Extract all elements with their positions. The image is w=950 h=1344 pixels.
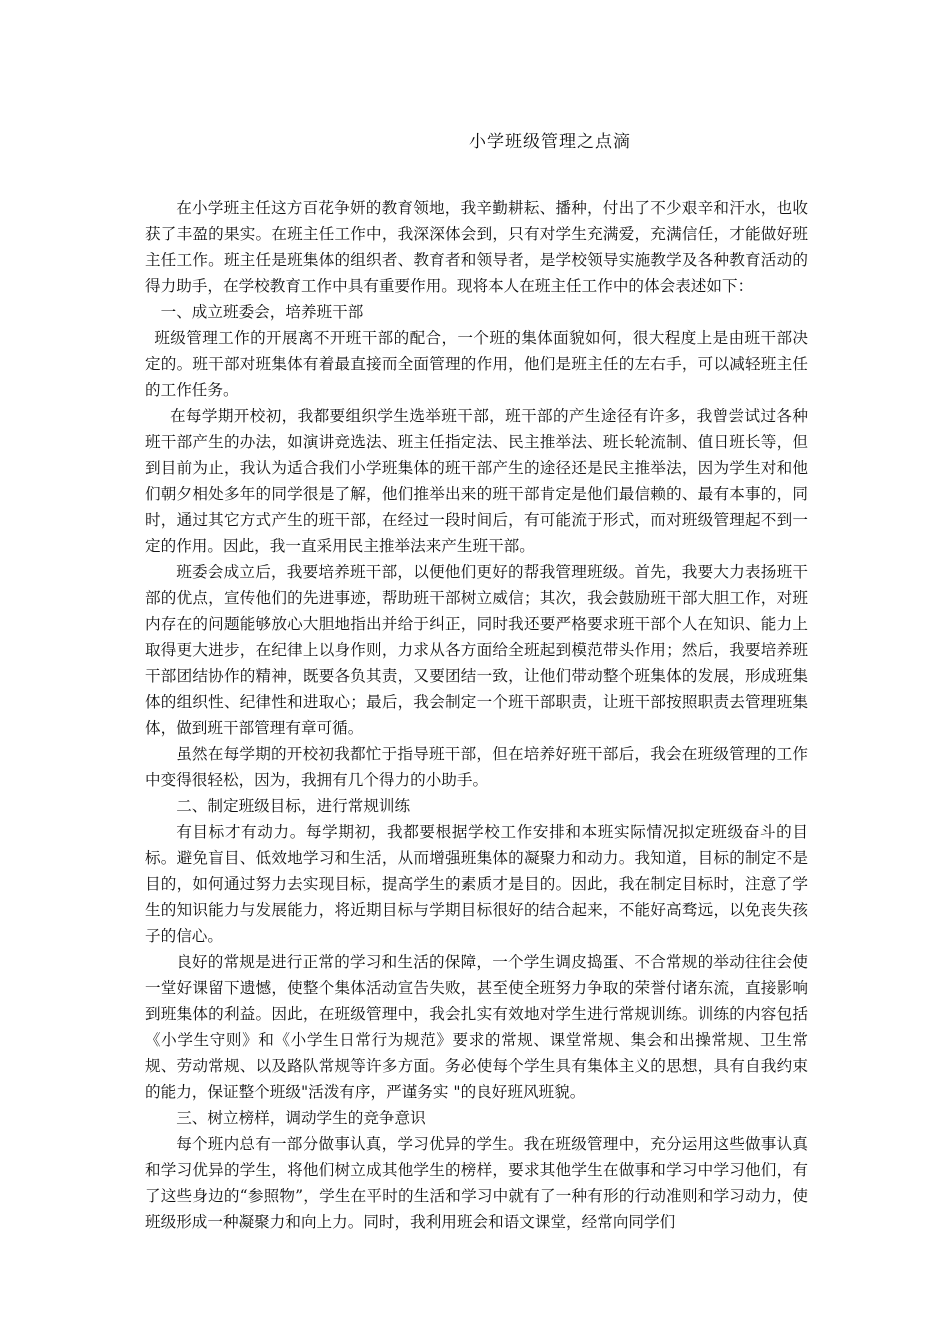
paragraph: 虽然在每学期的开校初我都忙于指导班干部，但在培养好班干部后，我会在班级管理的工作中变得很轻松，因为，我拥有几个得力的小助手。: [145, 745, 808, 789]
paragraph: 有目标才有动力。每学期初，我都要根据学校工作安排和本班实际情况拟定班级奋斗的目标。避免盲目、低效地学习和生活，从而增强班集体的凝聚力和动力。我知道，目标的制定不是目的，如何通过努力去实现目标，提高学生的素质才是目的。因此，我在制定目标时，注意了学生的知识能力与发展能力，将近期目标与学期目标很好的结合起来，不能好高骛远，以免丧失孩子的信心。: [145, 823, 808, 945]
paragraph: 良好的常规是进行正常的学习和生活的保障，一个学生调皮捣蛋、不合常规的举动往往会使一堂好课留下遗憾，使整个集体活动宣告失败，甚至使全班努力争取的荣誉付诸东流，直接影响到班集体的利益。因此，在班级管理中，我会扎实有效地对学生进行常规训练。训练的内容包括《小学生守则》和《小学生日常行为规范》要求的常规、课堂常规、集会和出操常规、卫生常规、劳动常规、以及路队常规等许多方面。务必使每个学生具有集体主义的思想，具有自我约束的能力，保证整个班级"活泼有序，严谨务实 "的良好班风班貌。: [145, 953, 808, 1101]
document-title: 小学班级管理之点滴: [469, 132, 631, 152]
section-heading-3: 三、树立榜样，调动学生的竞争意识: [176, 1109, 426, 1127]
section-heading-2: 二、制定班级目标，进行常规训练: [176, 797, 411, 815]
document-body: [145, 195, 808, 1235]
paragraph: 在每学期开校初，我都要组织学生选举班干部，班干部的产生途径有许多，我曾尝试过各种班干部产生的办法，如演讲竞选法、班主任指定法、民主推举法、班长轮流制、值日班长等，但到目前为止，我认为适合我们小学班集体的班干部产生的途径还是民主推举法，因为学生对和他们朝夕相处多年的同学很是了解，他们推举出来的班干部肯定是他们最信赖的、最有本事的，同时，通过其它方式产生的班干部，在经过一段时间后，有可能流于形式，而对班级管理起不到一定的作用。因此，我一直采用民主推举法来产生班干部。: [145, 407, 808, 555]
section-heading-1: 一、成立班委会，培养班干部: [160, 303, 364, 321]
paragraph: 每个班内总有一部分做事认真，学习优异的学生。我在班级管理中，充分运用这些做事认真和学习优异的学生，将他们树立成其他学生的榜样，要求其他学生在做事和学习中学习他们，有了这些身边的“参照物”，学生在平时的生活和学习中就有了一种有形的行动准则和学习动力，使班级形成一种凝聚力和向上力。同时，我利用班会和语文课堂，经常向同学们: [145, 1135, 808, 1231]
paragraph: 班级管理工作的开展离不开班干部的配合，一个班的集体面貌如何，很大程度上是由班干部决定的。班干部对班集体有着最直接而全面管理的作用，他们是班主任的左右手，可以减轻班主任的工作任务。: [145, 329, 808, 399]
paragraph-intro: 在小学班主任这方百花争妍的教育领地，我辛勤耕耘、播种，付出了不少艰辛和汗水，也收获了丰盈的果实。在班主任工作中，我深深体会到，只有对学生充满爱，充满信任，才能做好班主任工作。班主任是班集体的组织者、教育者和领导者，是学校领导实施教学及各种教育活动的得力助手，在学校教育工作中具有重要作用。现将本人在班主任工作中的体会表述如下：: [145, 199, 808, 295]
paragraph: 班委会成立后，我要培养班干部，以便他们更好的帮我管理班级。首先，我要大力表扬班干部的优点，宣传他们的先进事迹，帮助班干部树立威信；其次，我会鼓励班干部大胆工作，对班内存在的问题能够放心大胆地指出并给于纠正，同时我还要严格要求班干部个人在知识、能力上取得更大进步，在纪律上以身作则，力求从各方面给全班起到模范带头作用；然后，我要培养班干部团结协作的精神，既要各负其责，又要团结一致，让他们带动整个班集体的发展，形成班集体的组织性、纪律性和进取心；最后，我会制定一个班干部职责，让班干部按照职责去管理班集体，做到班干部管理有章可循。: [145, 563, 808, 737]
